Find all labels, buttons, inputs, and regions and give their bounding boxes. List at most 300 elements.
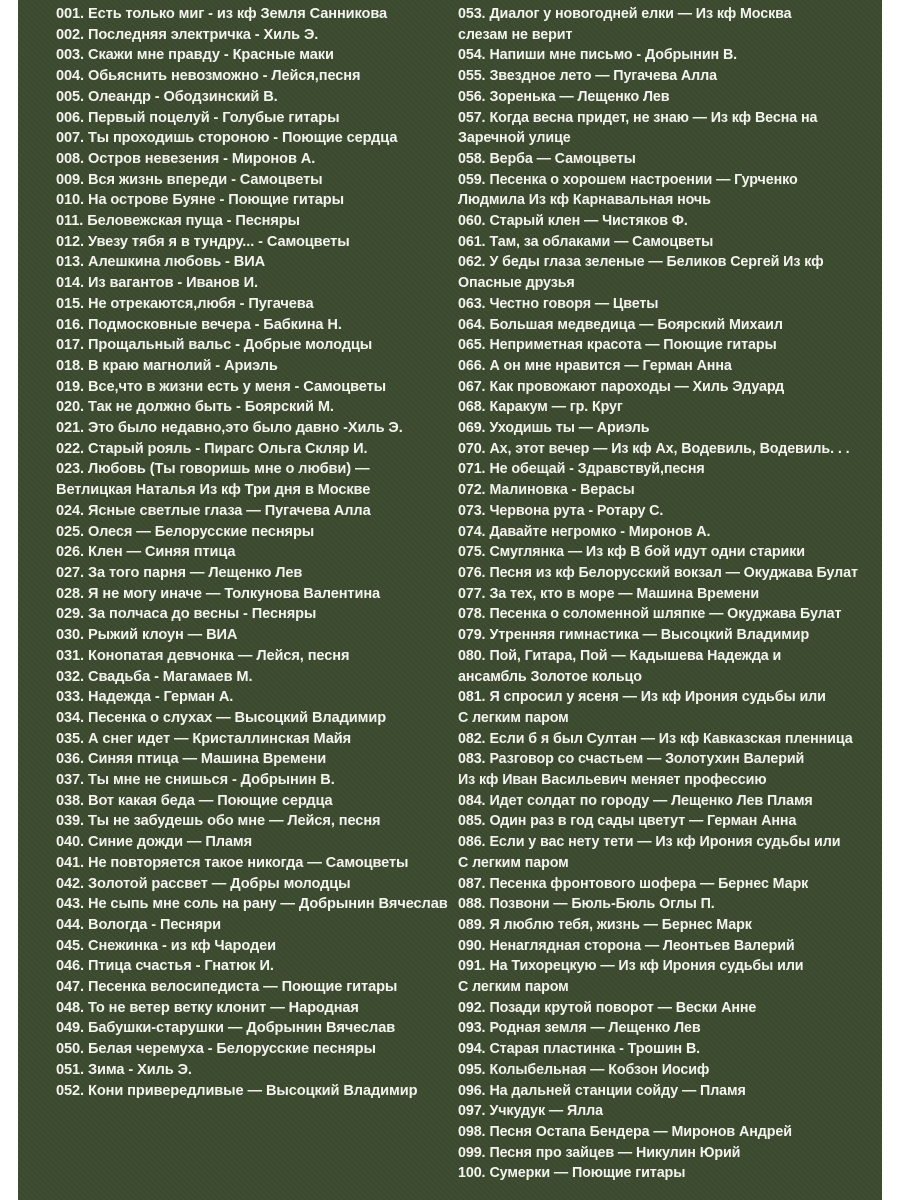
song-text: Опасные друзья xyxy=(458,275,575,292)
song-text: Заречной улице xyxy=(458,130,571,147)
song-number: 017. xyxy=(56,337,85,354)
song-text: Алешкина любовь - ВИА xyxy=(88,254,266,271)
song-entry xyxy=(56,45,460,66)
song-number: 045. xyxy=(56,937,85,954)
song-number: 006. xyxy=(56,109,85,126)
song-number: 086. xyxy=(458,834,486,851)
song-number: 021. xyxy=(56,420,85,437)
song-entry xyxy=(56,956,460,977)
song-number: 076. xyxy=(458,564,486,581)
song-number: 034. xyxy=(56,709,85,726)
song-number: 042. xyxy=(56,875,85,892)
song-text: Песенка велосипедиста — Поющие гитары xyxy=(88,979,398,996)
song-text: Синяя птица — Машина Времени xyxy=(88,751,327,768)
song-number: 053. xyxy=(458,6,486,22)
song-entry xyxy=(458,87,878,108)
song-text: Большая медведица — Боярский Михаил xyxy=(489,316,783,333)
song-number: 067. xyxy=(458,378,486,395)
song-entry xyxy=(458,232,878,253)
song-text: Синие дожди — Пламя xyxy=(88,834,253,851)
song-text: Неприметная красота — Поющие гитары xyxy=(489,337,777,354)
song-text: С легким паром xyxy=(458,709,569,726)
song-entry xyxy=(56,604,460,625)
song-number: 005. xyxy=(56,88,85,105)
song-number: 008. xyxy=(56,150,85,167)
song-entry xyxy=(458,1143,878,1164)
song-number: 096. xyxy=(458,1082,486,1099)
song-entry xyxy=(56,977,460,998)
song-text: Все,что в жизни есть у меня - Самоцветы xyxy=(88,378,387,395)
song-text: Конопатая девчонка — Лейся, песня xyxy=(88,647,350,664)
song-number: 061. xyxy=(458,233,486,250)
song-text: Любовь (Ты говоришь мне о любви) — xyxy=(88,461,370,478)
song-text: Утренняя гимнастика — Высоцкий Владимир xyxy=(489,627,810,644)
song-entry xyxy=(458,977,878,998)
song-text: Разговор со счастьем — Золотухин Валерий xyxy=(489,751,805,768)
song-number: 080. xyxy=(458,647,486,664)
song-entry xyxy=(56,915,460,936)
song-entry xyxy=(458,853,878,874)
song-entry xyxy=(458,584,878,605)
song-entry xyxy=(458,1122,878,1143)
song-number: 013. xyxy=(56,254,85,271)
song-text: Сумерки — Поющие гитары xyxy=(489,1165,686,1182)
song-number: 097. xyxy=(458,1103,486,1120)
song-text: Честно говоря — Цветы xyxy=(489,295,659,312)
song-number: 074. xyxy=(458,523,486,540)
song-number: 059. xyxy=(458,171,486,188)
song-number: 075. xyxy=(458,544,486,561)
song-text: Это было недавно,это было давно -Хиль Э. xyxy=(88,420,403,437)
song-number: 001. xyxy=(56,6,85,22)
song-entry xyxy=(56,584,460,605)
song-number: 072. xyxy=(458,482,486,499)
song-text: Олеся — Белорусские песняры xyxy=(88,523,315,540)
song-number: 088. xyxy=(458,896,486,913)
song-text: Кони привередливые — Высоцкий Владимир xyxy=(88,1082,418,1099)
song-entry xyxy=(458,915,878,936)
song-number: 032. xyxy=(56,668,85,685)
song-entry xyxy=(56,811,460,832)
song-number: 041. xyxy=(56,854,85,871)
song-number: 054. xyxy=(458,47,486,64)
song-entry xyxy=(56,232,460,253)
song-text: Прощальный вальс - Добрые молодцы xyxy=(88,337,373,354)
song-text: Старый рояль - Пирагс Ольга Скляр И. xyxy=(88,440,368,457)
song-entry xyxy=(458,749,878,770)
song-number: 020. xyxy=(56,399,85,416)
song-number: 069. xyxy=(458,420,486,437)
song-text: Малиновка - Верасы xyxy=(489,482,635,499)
song-number: 012. xyxy=(56,233,85,250)
song-entry xyxy=(458,439,878,460)
song-text: Диалог у новогодней елки — Из кф Москва xyxy=(489,6,792,22)
song-list-sheet xyxy=(18,0,882,1200)
song-text: Червона рута - Ротару С. xyxy=(489,502,664,519)
song-number: 055. xyxy=(458,68,486,85)
song-number: 099. xyxy=(458,1144,486,1161)
song-entry xyxy=(56,25,460,46)
song-text: Колыбельная — Кобзон Иосиф xyxy=(489,1061,710,1078)
song-number: 066. xyxy=(458,357,486,374)
song-text: Рыжий клоун — ВИА xyxy=(88,627,238,644)
song-number: 011. xyxy=(56,213,84,230)
song-entry xyxy=(458,501,878,522)
song-entry xyxy=(458,708,878,729)
song-number: 060. xyxy=(458,213,486,230)
song-number: 019. xyxy=(56,378,85,395)
song-text: Остров невезения - Миронов А. xyxy=(88,150,316,167)
song-entry xyxy=(458,66,878,87)
song-text: Обьяснить невозможно - Лейся,песня xyxy=(88,68,361,85)
song-entry xyxy=(458,791,878,812)
song-text: Старый клен — Чистяков Ф. xyxy=(489,213,688,230)
song-text: Я люблю тебя, жизнь — Бернес Марк xyxy=(489,916,752,933)
song-text: Верба — Самоцветы xyxy=(489,150,636,167)
right-column xyxy=(458,4,878,1184)
song-text: Клен — Синяя птица xyxy=(88,544,236,561)
song-entry xyxy=(56,1081,460,1102)
song-entry xyxy=(458,832,878,853)
song-number: 027. xyxy=(56,564,85,581)
song-text: Так не должно быть - Боярский М. xyxy=(88,399,334,416)
song-entry xyxy=(458,646,878,667)
song-number: 100. xyxy=(458,1165,486,1182)
song-entry xyxy=(56,273,460,294)
song-entry xyxy=(458,190,878,211)
song-number: 002. xyxy=(56,26,85,43)
song-number: 063. xyxy=(458,295,486,312)
song-entry xyxy=(56,1039,460,1060)
song-entry xyxy=(56,729,460,750)
song-entry xyxy=(458,811,878,832)
song-number: 090. xyxy=(458,937,486,954)
song-number: 014. xyxy=(56,275,85,292)
song-entry xyxy=(458,356,878,377)
song-text: Позади крутой поворот — Вески Анне xyxy=(489,999,757,1016)
song-number: 028. xyxy=(56,585,85,602)
song-entry xyxy=(458,273,878,294)
song-number: 050. xyxy=(56,1041,85,1058)
song-entry xyxy=(56,459,460,480)
song-text: Один раз в год сады цветут — Герман Анна xyxy=(489,813,797,830)
song-text: Вот какая беда — Поющие сердца xyxy=(88,792,333,809)
song-entry xyxy=(458,874,878,895)
song-text: Скажи мне правду - Красные маки xyxy=(88,47,334,64)
song-text: На дальней станции сойду — Пламя xyxy=(489,1082,746,1099)
song-number: 036. xyxy=(56,751,85,768)
song-text: Ты не забудешь обо мне — Лейся, песня xyxy=(88,813,381,830)
song-entry xyxy=(458,894,878,915)
song-entry xyxy=(458,998,878,1019)
song-entry xyxy=(56,522,460,543)
song-text: Пой, Гитара, Пой — Кадышева Надежда и xyxy=(489,647,782,664)
song-text: Белая черемуха - Белорусские песняры xyxy=(88,1041,376,1058)
song-text: Из вагантов - Иванов И. xyxy=(88,275,258,292)
song-number: 071. xyxy=(458,461,486,478)
song-entry xyxy=(458,149,878,170)
song-number: 004. xyxy=(56,68,85,85)
song-text: За того парня — Лещенко Лев xyxy=(88,564,303,581)
song-text: Я спросил у ясеня — Из кф Ирония судьбы или xyxy=(489,689,826,706)
song-entry xyxy=(458,170,878,191)
song-entry xyxy=(56,149,460,170)
song-entry xyxy=(56,936,460,957)
song-entry xyxy=(56,1018,460,1039)
song-text: Свадьба - Магамаев М. xyxy=(88,668,253,685)
song-number: 091. xyxy=(458,958,486,975)
song-number: 073. xyxy=(458,502,486,519)
song-text: С легким паром xyxy=(458,854,569,871)
song-entry xyxy=(458,25,878,46)
song-text: Я не могу иначе — Толкунова Валентина xyxy=(88,585,381,602)
song-number: 058. xyxy=(458,150,486,167)
song-entry xyxy=(458,335,878,356)
song-entry xyxy=(458,315,878,336)
song-entry xyxy=(458,1018,878,1039)
song-text: То не ветер ветку клонит — Народная xyxy=(88,999,359,1016)
song-entry xyxy=(56,563,460,584)
song-number: 030. xyxy=(56,627,85,644)
song-text: ансамбль Золотое кольцо xyxy=(458,668,642,685)
song-number: 048. xyxy=(56,999,85,1016)
song-text: Напиши мне письмо - Добрынин В. xyxy=(489,47,738,64)
song-number: 015. xyxy=(56,295,85,312)
song-entry xyxy=(56,87,460,108)
song-number: 098. xyxy=(458,1123,486,1140)
song-entry xyxy=(458,4,878,25)
song-number: 031. xyxy=(56,647,85,664)
song-entry xyxy=(56,480,460,501)
song-entry xyxy=(458,397,878,418)
song-text: Песенка фронтового шофера — Бернес Марк xyxy=(489,875,809,892)
song-entry xyxy=(56,108,460,129)
song-number: 089. xyxy=(458,916,486,933)
song-entry xyxy=(56,335,460,356)
song-number: 046. xyxy=(56,958,85,975)
song-text: Беловежская пуща - Песняры xyxy=(87,213,300,230)
song-text: В краю магнолий - Ариэль xyxy=(88,357,278,374)
song-text: У беды глаза зеленые — Беликов Сергей Из кф xyxy=(489,254,824,271)
song-number: 062. xyxy=(458,254,486,271)
song-entry xyxy=(458,480,878,501)
song-entry xyxy=(56,4,460,25)
song-text: Увезу тябя я в тундру... - Самоцветы xyxy=(88,233,350,250)
song-text: Последняя электричка - Хиль Э. xyxy=(88,26,319,43)
song-number: 037. xyxy=(56,772,85,789)
song-text: Песенка о соломенной шляпке — Окуджава Булат xyxy=(489,606,842,623)
song-entry xyxy=(458,1163,878,1184)
song-entry xyxy=(458,211,878,232)
song-text: На Тихорецкую — Из кф Ирония судьбы или xyxy=(489,958,804,975)
song-entry xyxy=(458,936,878,957)
song-entry xyxy=(458,729,878,750)
song-text: За тех, кто в море — Машина Времени xyxy=(489,585,760,602)
song-text: Из кф Иван Васильевич меняет профессию xyxy=(458,772,767,789)
song-text: Не сыпь мне соль на рану — Добрынин Вячеслав xyxy=(88,896,448,913)
song-number: 025. xyxy=(56,523,85,540)
song-number: 007. xyxy=(56,130,85,147)
song-number: 009. xyxy=(56,171,85,188)
song-text: Смуглянка — Из кф В бой идут одни старики xyxy=(489,544,805,561)
song-number: 039. xyxy=(56,813,85,830)
song-entry xyxy=(56,418,460,439)
song-entry xyxy=(458,1060,878,1081)
song-number: 047. xyxy=(56,979,85,996)
song-text: Песенка о слухах — Высоцкий Владимир xyxy=(88,709,387,726)
song-number: 043. xyxy=(56,896,85,913)
song-entry xyxy=(458,770,878,791)
song-text: Олеандр - Ободзинский В. xyxy=(88,88,278,105)
song-entry xyxy=(56,170,460,191)
song-number: 040. xyxy=(56,834,85,851)
song-entry xyxy=(56,667,460,688)
song-number: 077. xyxy=(458,585,486,602)
song-entry xyxy=(56,315,460,336)
song-entry xyxy=(458,108,878,129)
song-entry xyxy=(56,252,460,273)
song-number: 079. xyxy=(458,627,486,644)
song-number: 064. xyxy=(458,316,486,333)
song-entry xyxy=(56,128,460,149)
song-entry xyxy=(56,397,460,418)
song-text: Каракум — гр. Круг xyxy=(489,399,623,416)
song-text: Звездное лето — Пугачева Алла xyxy=(489,68,717,85)
song-text: Ты проходишь стороною - Поющие сердца xyxy=(88,130,398,147)
song-number: 078. xyxy=(458,606,486,623)
song-entry xyxy=(458,604,878,625)
song-text: А он мне нравится — Герман Анна xyxy=(489,357,732,374)
song-text: Песня про зайцев — Никулин Юрий xyxy=(489,1144,741,1161)
song-number: 082. xyxy=(458,730,486,747)
song-text: Как провожают пароходы — Хиль Эдуард xyxy=(489,378,785,395)
song-entry xyxy=(458,956,878,977)
song-text: На острове Буяне - Поющие гитары xyxy=(88,192,344,209)
song-text: С легким паром xyxy=(458,979,569,996)
song-number: 092. xyxy=(458,999,486,1016)
song-text: Не обещай - Здравствуй,песня xyxy=(489,461,705,478)
song-text: А снег идет — Кристаллинская Майя xyxy=(88,730,352,747)
song-entry xyxy=(458,459,878,480)
song-entry xyxy=(458,294,878,315)
song-entry xyxy=(56,356,460,377)
song-number: 010. xyxy=(56,192,85,209)
song-text: Учкудук — Ялла xyxy=(489,1103,603,1120)
song-entry xyxy=(56,294,460,315)
song-entry xyxy=(56,708,460,729)
song-number: 038. xyxy=(56,792,85,809)
song-number: 057. xyxy=(458,109,486,126)
song-text: Давайте негромко - Миронов А. xyxy=(489,523,711,540)
song-entry xyxy=(56,874,460,895)
song-entry xyxy=(458,377,878,398)
song-text: Подмосковные вечера - Бабкина Н. xyxy=(88,316,342,333)
song-entry xyxy=(458,563,878,584)
song-text: Людмила Из кф Карнавальная ночь xyxy=(458,192,711,209)
song-number: 026. xyxy=(56,544,85,561)
song-text: Зоренька — Лещенко Лев xyxy=(489,88,670,105)
song-text: Птица счастья - Гнатюк И. xyxy=(88,958,274,975)
song-entry xyxy=(56,211,460,232)
song-number: 056. xyxy=(458,88,486,105)
song-entry xyxy=(56,770,460,791)
song-text: Ясные светлые глаза — Пугачева Алла xyxy=(88,502,371,519)
song-number: 068. xyxy=(458,399,486,416)
song-text: Если у вас нету тети — Из кф Ирония судьбы или xyxy=(489,834,841,851)
song-entry xyxy=(458,1101,878,1122)
song-number: 081. xyxy=(458,689,486,706)
song-entry xyxy=(458,1039,878,1060)
song-entry xyxy=(458,522,878,543)
song-entry xyxy=(458,667,878,688)
song-number: 094. xyxy=(458,1041,486,1058)
song-entry xyxy=(56,66,460,87)
song-number: 051. xyxy=(56,1061,85,1078)
song-entry xyxy=(56,501,460,522)
song-text: Если б я был Султан — Из кф Кавказская пленница xyxy=(489,730,853,747)
song-text: Зима - Хиль Э. xyxy=(88,1061,192,1078)
song-text: Песенка о хорошем настроении — Гурченко xyxy=(489,171,798,188)
song-number: 022. xyxy=(56,440,85,457)
song-text: слезам не верит xyxy=(458,26,573,43)
song-text: Надежда - Герман А. xyxy=(88,689,234,706)
song-entry xyxy=(56,894,460,915)
song-number: 018. xyxy=(56,357,85,374)
song-text: Не отрекаются,любя - Пугачева xyxy=(88,295,314,312)
song-entry xyxy=(56,791,460,812)
song-entry xyxy=(56,687,460,708)
song-text: Там, за облаками — Самоцветы xyxy=(489,233,714,250)
song-number: 023. xyxy=(56,461,85,478)
song-entry xyxy=(458,418,878,439)
song-number: 095. xyxy=(458,1061,486,1078)
song-text: Ах, этот вечер — Из кф Ах, Водевиль, Водевиль. . . xyxy=(489,440,850,457)
song-entry xyxy=(56,439,460,460)
song-number: 003. xyxy=(56,47,85,64)
song-text: Есть только миг - из кф Земля Санникова xyxy=(88,6,388,22)
song-entry xyxy=(56,853,460,874)
left-column xyxy=(56,4,460,1101)
song-text: Бабушки-старушки — Добрынин Вячеслав xyxy=(88,1020,396,1037)
song-number: 093. xyxy=(458,1020,486,1037)
song-entry xyxy=(458,45,878,66)
song-text: Первый поцелуй - Голубые гитары xyxy=(88,109,340,126)
song-number: 052. xyxy=(56,1082,85,1099)
song-entry xyxy=(56,377,460,398)
song-number: 016. xyxy=(56,316,85,333)
song-number: 087. xyxy=(458,875,486,892)
song-text: Ветлицкая Наталья Из кф Три дня в Москве xyxy=(56,482,371,499)
song-text: Старая пластинка - Трошин В. xyxy=(489,1041,701,1058)
song-entry xyxy=(56,832,460,853)
song-number: 044. xyxy=(56,916,85,933)
song-number: 029. xyxy=(56,606,85,623)
song-number: 049. xyxy=(56,1020,85,1037)
song-entry xyxy=(458,252,878,273)
song-entry xyxy=(458,1081,878,1102)
song-entry xyxy=(56,625,460,646)
song-text: Ты мне не снишься - Добрынин В. xyxy=(88,772,335,789)
song-text: За полчаса до весны - Песняры xyxy=(88,606,317,623)
song-entry xyxy=(56,190,460,211)
song-text: Вологда - Песняри xyxy=(88,916,222,933)
song-number: 070. xyxy=(458,440,486,457)
song-number: 065. xyxy=(458,337,486,354)
song-entry xyxy=(56,646,460,667)
song-text: Не повторяется такое никогда — Самоцветы xyxy=(88,854,409,871)
song-number: 085. xyxy=(458,813,486,830)
song-number: 033. xyxy=(56,689,85,706)
